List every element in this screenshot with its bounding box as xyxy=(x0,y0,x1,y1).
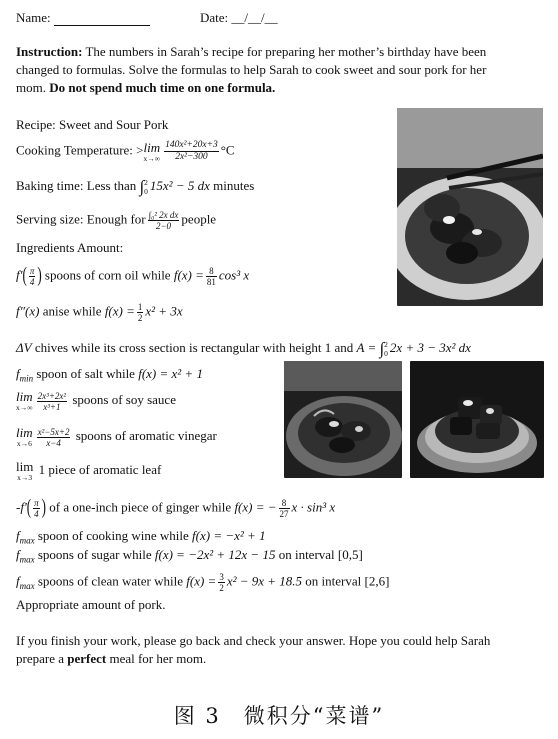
instruction-line-2: changed to formulas. Solve the formulas to help Sarah to cook sweet and sour pork for her xyxy=(16,62,487,77)
fraction: $\frac{\text{140x²+20x+3}}{\text{2x²−300}}$ xyxy=(165,140,218,162)
pork-bowl-photo xyxy=(284,361,402,478)
ingredient-vinegar: lim x→6 $\frac{\text{x²−5x+2}}{x-4}$ spoons of aromatic vinegar xyxy=(16,425,217,448)
ingredient-pork: Appropriate amount of pork. xyxy=(16,597,166,612)
ingredient-cooking-wine: $f_{max}$ spoon of cooking wine while f(x) = −x² + 1 xyxy=(16,528,266,546)
instruction-line-1: Instruction: The numbers in Sarah’s recipe for preparing her mother’s birthday have been xyxy=(16,44,487,59)
baking-time-line: Baking time: Less than ∫ 2 0 15x² − 5 dx minutes xyxy=(16,177,255,197)
ingredient-clean-water: $f_{max}$ spoons of clean water while f(x) = $\frac{3}{2}$ x² − 9x + 18.5 on interval [2,6] xyxy=(16,572,390,593)
ingredient-salt: $f_{min}$ spoon of salt while f(x) = x² + 1 xyxy=(16,366,203,384)
pork-plate-photo xyxy=(410,361,544,478)
ingredient-sugar: $f_{max}$ spoons of sugar while f(x) = −2x² + 12x − 15 on interval [0,5] xyxy=(16,547,363,565)
closing-line-2: prepare a perfect meal for her mom. xyxy=(16,651,207,666)
serving-size-line: Serving size: Enough for $\frac{\text{∫₀² 2x dx}}{2-0}$ people xyxy=(16,210,217,231)
instruction-lead: Instruction: xyxy=(16,44,83,59)
integral-bounds: 2 0 xyxy=(144,178,148,197)
limit-expression: lim x→∞ xyxy=(143,139,161,163)
recipe-title: Recipe: Sweet and Sour Pork xyxy=(16,117,169,132)
name-blank[interactable] xyxy=(54,10,150,26)
date-field xyxy=(200,10,278,25)
integral-sign: ∫ xyxy=(139,177,145,196)
fraction: $\frac{\text{∫₀² 2x dx}}{2-0}$ xyxy=(148,210,179,231)
closing-line-1: If you finish your work, please go back and check your answer. Hope you could help Sarah xyxy=(16,633,491,648)
perfect-word: perfect xyxy=(67,651,107,666)
ingredient-aromatic-leaf: lim x→3 1 piece of aromatic leaf xyxy=(16,459,162,482)
ingredient-anise: f″(x) anise while f(x) = $\frac{1}{2}$ x² + 3x xyxy=(16,302,183,323)
instruction-line-3: mom. Do not spend much time on one formula. xyxy=(16,80,276,95)
ingredient-chives: ΔV chives while its cross section is rectangular with height 1 and A = ∫ 2 0 2x + 3 − 3x² dx xyxy=(16,339,471,359)
ingredient-ginger: -f′( $\frac{\pi}{4}$ ) of a one-inch piece of ginger while f(x) = − $\frac{8}{27}$ x · sin³ x xyxy=(16,494,336,519)
figure-caption: 图 3 微积分“菜谱” xyxy=(173,704,385,728)
ingredient-corn-oil: f′( $\frac{\pi}{4}$ ) spoons of corn oil while f(x) = $\frac{8}{81}$ cos³ x xyxy=(16,262,250,287)
instruction-warning: Do not spend much time on one formula. xyxy=(49,80,276,95)
ingredient-soy-sauce: lim x→∞ $\frac{\text{2x³+2x²}}{\text{x³+1}}$ spoons of soy sauce xyxy=(16,389,176,412)
name-label: Name: xyxy=(16,10,51,25)
name-field xyxy=(16,10,150,26)
date-label: Date: xyxy=(200,10,229,25)
cooking-temperature-line: Cooking Temperature: > lim x→∞ $\frac{\text{140x²+20x+3}}{\text{2x²−300}}$ °C xyxy=(16,139,235,163)
date-blank[interactable]: __/__/__ xyxy=(231,10,278,25)
ingredients-label: Ingredients Amount: xyxy=(16,240,124,255)
chopsticks-pork-photo xyxy=(397,108,543,306)
